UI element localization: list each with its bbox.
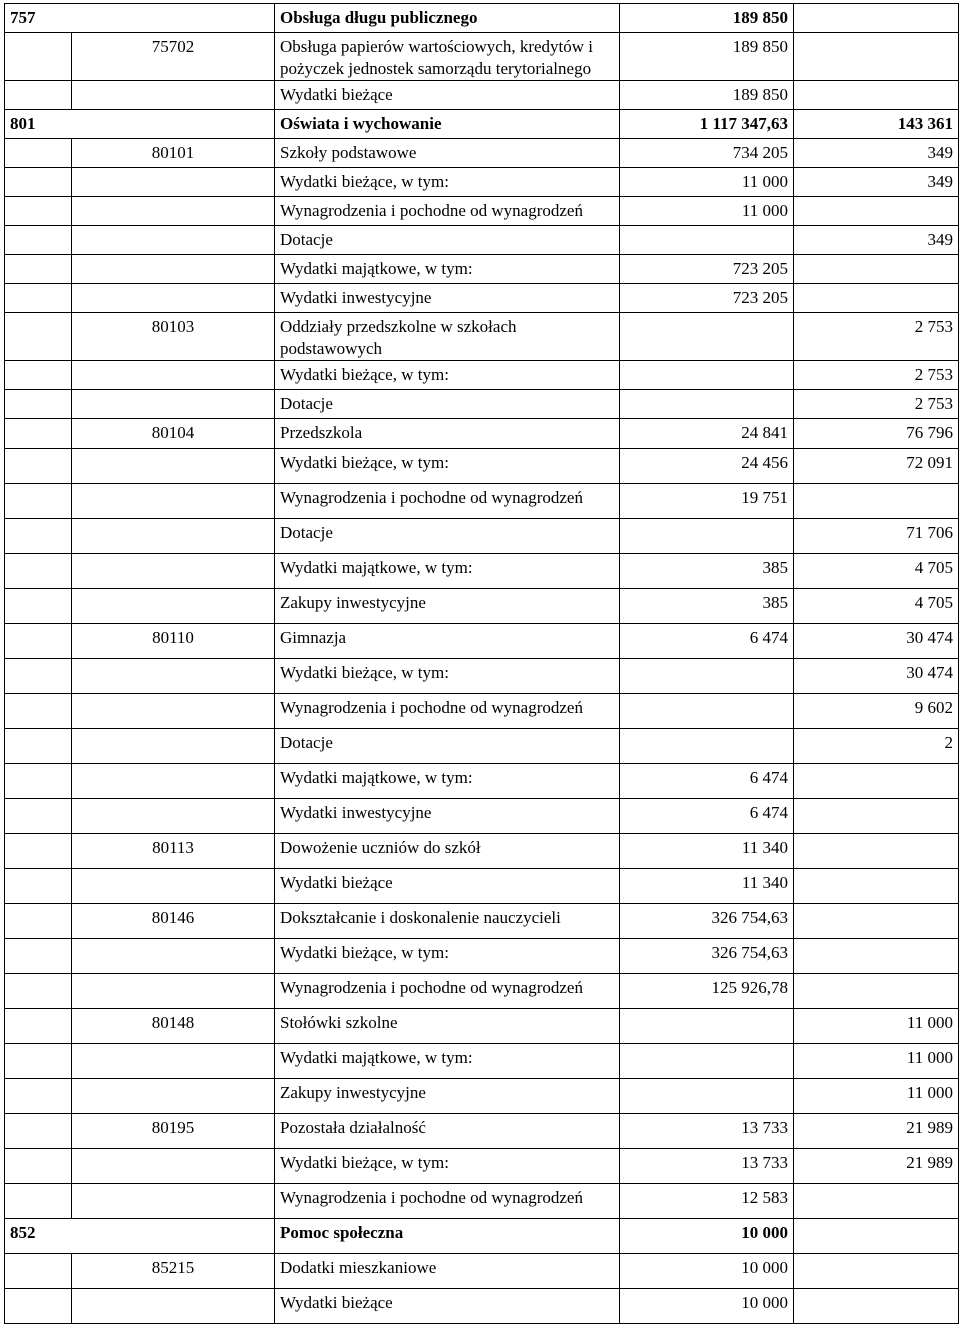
item-name-cell: Wynagrodzenia i pochodne od wynagrodzeń <box>275 484 620 519</box>
item-name-cell: Wydatki bieżące <box>275 1289 620 1324</box>
amount-cell-2 <box>794 1254 959 1289</box>
amount-cell-2: 143 361 <box>794 110 959 139</box>
section-code-cell <box>5 1149 72 1184</box>
item-row <box>5 554 959 589</box>
item-name-cell: Wynagrodzenia i pochodne od wynagrodzeń <box>275 1184 620 1219</box>
item-row <box>5 255 959 284</box>
amount-cell: 385 <box>620 554 794 589</box>
chapter-row <box>5 624 959 659</box>
chapter-row <box>5 139 959 168</box>
chapter-code-cell <box>72 168 275 197</box>
amount-cell <box>620 729 794 764</box>
amount-cell: 12 583 <box>620 1184 794 1219</box>
chapter-code-cell <box>72 764 275 799</box>
section-code-cell <box>5 904 72 939</box>
section-code-cell <box>5 255 72 284</box>
section-code-cell: 801 <box>5 110 275 139</box>
chapter-code-cell <box>72 694 275 729</box>
item-name-cell: Zakupy inwestycyjne <box>275 1079 620 1114</box>
section-code-cell <box>5 694 72 729</box>
amount-cell-2: 349 <box>794 168 959 197</box>
item-name-cell: Wydatki bieżące <box>275 81 620 110</box>
item-row <box>5 1149 959 1184</box>
section-code-cell <box>5 799 72 834</box>
chapter-code-cell: 80101 <box>72 139 275 168</box>
section-code-cell <box>5 197 72 226</box>
item-row <box>5 1044 959 1079</box>
chapter-row <box>5 904 959 939</box>
item-name-cell: Pomoc społeczna <box>275 1219 620 1254</box>
chapter-code-cell <box>72 659 275 694</box>
chapter-code-cell: 80146 <box>72 904 275 939</box>
item-name-cell: Zakupy inwestycyjne <box>275 589 620 624</box>
item-row <box>5 764 959 799</box>
amount-cell-2: 349 <box>794 226 959 255</box>
section-code-cell <box>5 554 72 589</box>
budget-table <box>4 3 959 1324</box>
item-row <box>5 729 959 764</box>
amount-cell <box>620 1009 794 1044</box>
amount-cell: 189 850 <box>620 33 794 81</box>
chapter-code-cell <box>72 799 275 834</box>
item-row <box>5 390 959 419</box>
amount-cell-2: 11 000 <box>794 1044 959 1079</box>
item-name-cell: Stołówki szkolne <box>275 1009 620 1044</box>
amount-cell: 1 117 347,63 <box>620 110 794 139</box>
section-code-cell <box>5 1254 72 1289</box>
section-code-cell <box>5 390 72 419</box>
item-row <box>5 799 959 834</box>
item-row <box>5 484 959 519</box>
amount-cell <box>620 390 794 419</box>
item-row <box>5 361 959 390</box>
chapter-code-cell <box>72 390 275 419</box>
amount-cell-2: 2 <box>794 729 959 764</box>
item-name-cell: Wydatki bieżące, w tym: <box>275 659 620 694</box>
item-name-cell: Przedszkola <box>275 419 620 449</box>
item-name-cell: Dotacje <box>275 519 620 554</box>
section-code-cell <box>5 939 72 974</box>
item-row <box>5 1289 959 1324</box>
section-code-cell <box>5 519 72 554</box>
amount-cell-2 <box>794 1184 959 1219</box>
item-name-cell: Wydatki bieżące, w tym: <box>275 1149 620 1184</box>
item-name-cell: Wydatki majątkowe, w tym: <box>275 255 620 284</box>
section-code-cell <box>5 484 72 519</box>
amount-cell <box>620 519 794 554</box>
chapter-code-cell <box>72 361 275 390</box>
amount-cell-2 <box>794 4 959 33</box>
item-row <box>5 519 959 554</box>
item-name-cell: Dotacje <box>275 226 620 255</box>
chapter-code-cell <box>72 729 275 764</box>
item-row <box>5 168 959 197</box>
section-code-cell <box>5 313 72 361</box>
amount-cell-2: 11 000 <box>794 1009 959 1044</box>
chapter-code-cell: 80110 <box>72 624 275 659</box>
amount-cell-2: 71 706 <box>794 519 959 554</box>
chapter-code-cell <box>72 974 275 1009</box>
amount-cell <box>620 694 794 729</box>
chapter-code-cell <box>72 1184 275 1219</box>
amount-cell-2 <box>794 197 959 226</box>
amount-cell-2 <box>794 939 959 974</box>
amount-cell-2: 9 602 <box>794 694 959 729</box>
section-code-cell <box>5 1289 72 1324</box>
amount-cell: 11 340 <box>620 869 794 904</box>
chapter-code-cell <box>72 81 275 110</box>
item-name-cell: Oddziały przedszkolne w szkołach podstawowych <box>275 313 620 361</box>
section-code-cell <box>5 659 72 694</box>
amount-cell: 11 000 <box>620 168 794 197</box>
amount-cell: 385 <box>620 589 794 624</box>
amount-cell-2 <box>794 81 959 110</box>
chapter-code-cell <box>72 1079 275 1114</box>
amount-cell: 10 000 <box>620 1254 794 1289</box>
amount-cell: 326 754,63 <box>620 904 794 939</box>
budget-table-body <box>5 4 959 1324</box>
section-code-cell <box>5 764 72 799</box>
amount-cell-2 <box>794 799 959 834</box>
section-code-cell <box>5 1114 72 1149</box>
chapter-row <box>5 1009 959 1044</box>
amount-cell: 11 340 <box>620 834 794 869</box>
chapter-code-cell <box>72 255 275 284</box>
section-code-cell <box>5 419 72 449</box>
budget-page <box>4 3 958 1324</box>
amount-cell: 6 474 <box>620 764 794 799</box>
chapter-code-cell: 80195 <box>72 1114 275 1149</box>
amount-cell-2 <box>794 33 959 81</box>
amount-cell: 723 205 <box>620 255 794 284</box>
item-name-cell: Pozostała działalność <box>275 1114 620 1149</box>
amount-cell-2 <box>794 484 959 519</box>
chapter-code-cell <box>72 226 275 255</box>
amount-cell <box>620 659 794 694</box>
item-row <box>5 659 959 694</box>
amount-cell: 10 000 <box>620 1289 794 1324</box>
section-code-cell: 852 <box>5 1219 275 1254</box>
amount-cell: 734 205 <box>620 139 794 168</box>
amount-cell: 19 751 <box>620 484 794 519</box>
amount-cell-2 <box>794 869 959 904</box>
item-name-cell: Dotacje <box>275 390 620 419</box>
item-row <box>5 81 959 110</box>
item-name-cell: Oświata i wychowanie <box>275 110 620 139</box>
amount-cell: 6 474 <box>620 799 794 834</box>
item-row <box>5 1079 959 1114</box>
amount-cell: 11 000 <box>620 197 794 226</box>
section-code-cell <box>5 974 72 1009</box>
amount-cell: 326 754,63 <box>620 939 794 974</box>
item-name-cell: Wydatki inwestycyjne <box>275 799 620 834</box>
section-code-cell <box>5 729 72 764</box>
amount-cell-2 <box>794 904 959 939</box>
amount-cell-2 <box>794 764 959 799</box>
item-name-cell: Dowożenie uczniów do szkół <box>275 834 620 869</box>
section-code-cell <box>5 33 72 81</box>
item-name-cell: Wydatki majątkowe, w tym: <box>275 554 620 589</box>
item-name-cell: Szkoły podstawowe <box>275 139 620 168</box>
item-row <box>5 939 959 974</box>
section-code-cell <box>5 284 72 313</box>
amount-cell-2: 76 796 <box>794 419 959 449</box>
amount-cell-2: 30 474 <box>794 659 959 694</box>
item-name-cell: Dodatki mieszkaniowe <box>275 1254 620 1289</box>
item-name-cell: Dotacje <box>275 729 620 764</box>
chapter-code-cell <box>72 197 275 226</box>
amount-cell: 13 733 <box>620 1149 794 1184</box>
amount-cell-2: 4 705 <box>794 589 959 624</box>
amount-cell-2 <box>794 974 959 1009</box>
chapter-code-cell: 80148 <box>72 1009 275 1044</box>
chapter-code-cell: 80104 <box>72 419 275 449</box>
item-row <box>5 226 959 255</box>
section-code-cell <box>5 81 72 110</box>
amount-cell: 189 850 <box>620 81 794 110</box>
chapter-code-cell <box>72 554 275 589</box>
chapter-code-cell: 80103 <box>72 313 275 361</box>
chapter-code-cell <box>72 1044 275 1079</box>
amount-cell-2: 30 474 <box>794 624 959 659</box>
item-name-cell: Dokształcanie i doskonalenie nauczycieli <box>275 904 620 939</box>
amount-cell-2 <box>794 834 959 869</box>
chapter-row <box>5 419 959 449</box>
section-code-cell <box>5 589 72 624</box>
item-name-cell: Obsługa papierów wartościowych, kredytów i pożyczek jednostek samorządu terytorialnego <box>275 33 620 81</box>
item-row <box>5 974 959 1009</box>
amount-cell-2: 4 705 <box>794 554 959 589</box>
item-name-cell: Wydatki bieżące, w tym: <box>275 168 620 197</box>
amount-cell-2: 349 <box>794 139 959 168</box>
amount-cell: 10 000 <box>620 1219 794 1254</box>
item-name-cell: Wydatki majątkowe, w tym: <box>275 764 620 799</box>
amount-cell: 13 733 <box>620 1114 794 1149</box>
section-code-cell <box>5 449 72 484</box>
chapter-code-cell: 80113 <box>72 834 275 869</box>
section-code-cell <box>5 834 72 869</box>
amount-cell <box>620 313 794 361</box>
item-row <box>5 197 959 226</box>
section-code-cell <box>5 168 72 197</box>
section-code-cell <box>5 1079 72 1114</box>
item-name-cell: Wynagrodzenia i pochodne od wynagrodzeń <box>275 197 620 226</box>
item-row <box>5 284 959 313</box>
item-name-cell: Obsługa długu publicznego <box>275 4 620 33</box>
chapter-code-cell <box>72 869 275 904</box>
amount-cell <box>620 1079 794 1114</box>
item-row <box>5 869 959 904</box>
chapter-row <box>5 33 959 81</box>
item-name-cell: Wydatki bieżące, w tym: <box>275 449 620 484</box>
section-code-cell <box>5 1009 72 1044</box>
item-name-cell: Wydatki bieżące, w tym: <box>275 361 620 390</box>
amount-cell: 24 841 <box>620 419 794 449</box>
amount-cell-2: 11 000 <box>794 1079 959 1114</box>
chapter-row <box>5 313 959 361</box>
chapter-code-cell <box>72 284 275 313</box>
amount-cell-2 <box>794 255 959 284</box>
item-name-cell: Wynagrodzenia i pochodne od wynagrodzeń <box>275 694 620 729</box>
chapter-row <box>5 1254 959 1289</box>
amount-cell: 723 205 <box>620 284 794 313</box>
chapter-code-cell <box>72 1149 275 1184</box>
amount-cell-2: 72 091 <box>794 449 959 484</box>
item-name-cell: Wydatki majątkowe, w tym: <box>275 1044 620 1079</box>
chapter-code-cell <box>72 519 275 554</box>
section-code-cell <box>5 361 72 390</box>
chapter-code-cell: 75702 <box>72 33 275 81</box>
amount-cell-2 <box>794 1289 959 1324</box>
item-name-cell: Gimnazja <box>275 624 620 659</box>
amount-cell-2: 2 753 <box>794 361 959 390</box>
amount-cell: 189 850 <box>620 4 794 33</box>
amount-cell-2 <box>794 1219 959 1254</box>
item-row <box>5 449 959 484</box>
amount-cell <box>620 226 794 255</box>
section-code-cell <box>5 226 72 255</box>
amount-cell-2 <box>794 284 959 313</box>
section-code-cell <box>5 624 72 659</box>
item-name-cell: Wynagrodzenia i pochodne od wynagrodzeń <box>275 974 620 1009</box>
chapter-code-cell <box>72 1289 275 1324</box>
chapter-row <box>5 834 959 869</box>
item-name-cell: Wydatki inwestycyjne <box>275 284 620 313</box>
amount-cell: 125 926,78 <box>620 974 794 1009</box>
amount-cell-2: 2 753 <box>794 313 959 361</box>
amount-cell <box>620 361 794 390</box>
chapter-code-cell <box>72 484 275 519</box>
item-name-cell: Wydatki bieżące, w tym: <box>275 939 620 974</box>
chapter-code-cell <box>72 589 275 624</box>
item-row <box>5 694 959 729</box>
chapter-code-cell: 85215 <box>72 1254 275 1289</box>
item-row <box>5 589 959 624</box>
chapter-code-cell <box>72 449 275 484</box>
section-code-cell <box>5 869 72 904</box>
amount-cell <box>620 1044 794 1079</box>
section-code-cell <box>5 1184 72 1219</box>
section-code-cell <box>5 139 72 168</box>
amount-cell: 6 474 <box>620 624 794 659</box>
section-code-cell <box>5 1044 72 1079</box>
amount-cell-2: 21 989 <box>794 1149 959 1184</box>
section-row <box>5 1219 959 1254</box>
chapter-row <box>5 1114 959 1149</box>
item-row <box>5 1184 959 1219</box>
item-name-cell: Wydatki bieżące <box>275 869 620 904</box>
section-row <box>5 110 959 139</box>
section-row <box>5 4 959 33</box>
section-code-cell: 757 <box>5 4 275 33</box>
chapter-code-cell <box>72 939 275 974</box>
amount-cell: 24 456 <box>620 449 794 484</box>
amount-cell-2: 21 989 <box>794 1114 959 1149</box>
amount-cell-2: 2 753 <box>794 390 959 419</box>
